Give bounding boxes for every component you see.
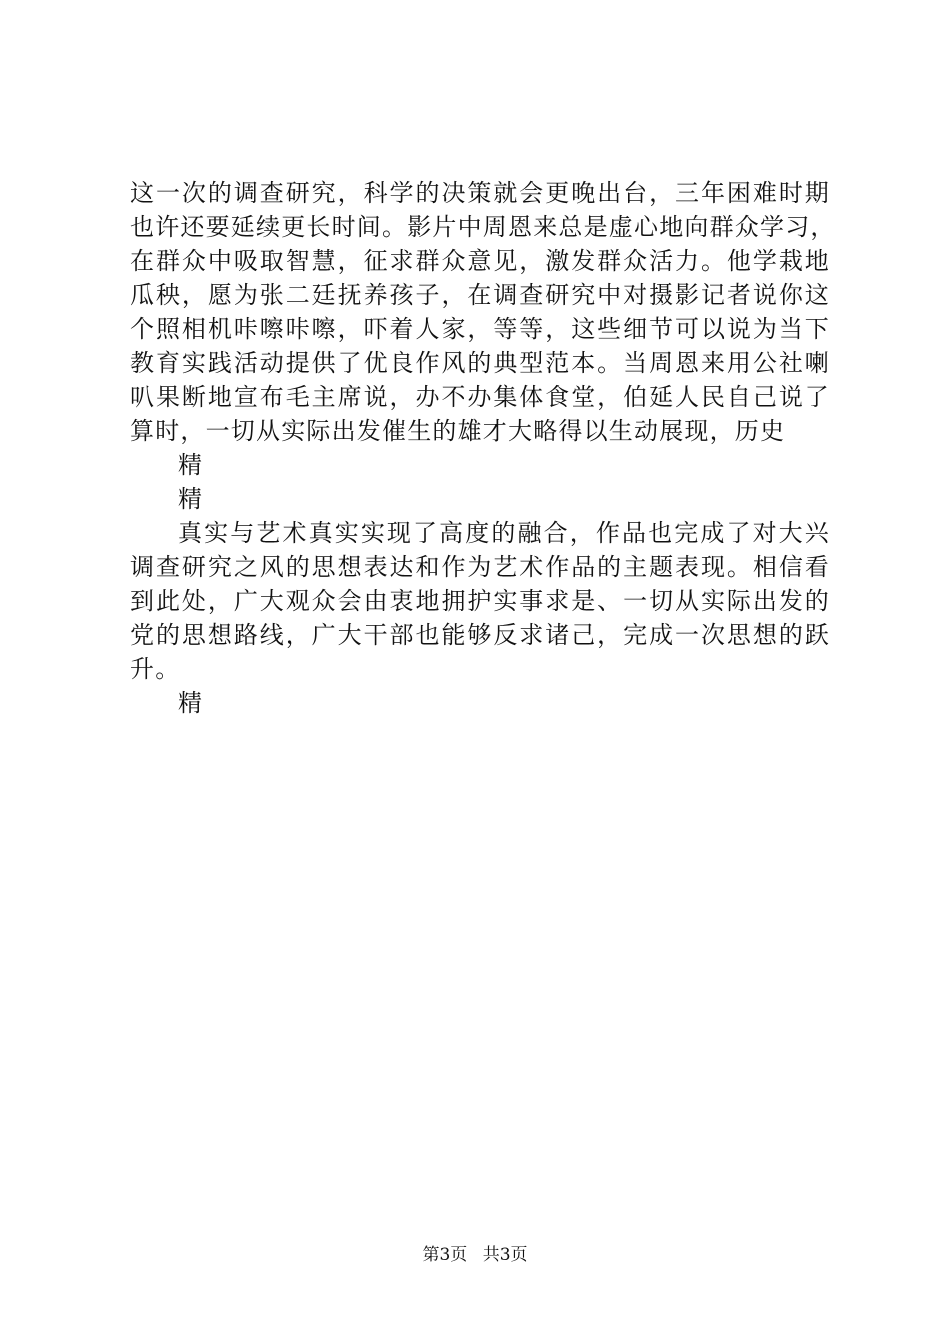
text-line: 党的思想路线，广大干部也能够反求诸己，完成一次思想的跃 (130, 621, 830, 649)
text-line: 个照相机咔嚓咔嚓，吓着人家，等等，这些细节可以说为当下 (130, 315, 830, 343)
marker-text: 精 (178, 451, 204, 479)
marker-text: 精 (178, 689, 204, 717)
text-line: 也许还要延续更长时间。影片中周恩来总是虚心地向群众学习， (130, 213, 836, 241)
text-line: 算时，一切从实际出发催生的雄才大略得以生动展现，历史 (130, 417, 786, 445)
text-line: 升。 (130, 655, 181, 683)
marker-text: 精 (178, 485, 204, 513)
page-total: 共3页 (482, 1245, 528, 1265)
page-number: 第3页 (422, 1245, 468, 1265)
text-line: 真实与艺术真实实现了高度的融合，作品也完成了对大兴 (178, 519, 830, 547)
text-line: 这一次的调查研究，科学的决策就会更晚出台，三年困难时期 (130, 179, 830, 207)
text-line: 到此处，广大观众会由衷地拥护实事求是、一切从实际出发的 (130, 587, 830, 615)
text-line: 叭果断地宣布毛主席说，办不办集体食堂，伯延人民自己说了 (130, 383, 830, 411)
text-line: 瓜秧，愿为张二廷抚养孩子，在调查研究中对摄影记者说你这 (130, 281, 830, 309)
text-line: 调查研究之风的思想表达和作为艺术作品的主题表现。相信看 (130, 553, 830, 581)
text-line: 在群众中吸取智慧，征求群众意见，激发群众活力。他学栽地 (130, 247, 830, 275)
page-footer (0, 1243, 950, 1267)
text-line: 教育实践活动提供了优良作风的典型范本。当周恩来用公社喇 (130, 349, 830, 377)
